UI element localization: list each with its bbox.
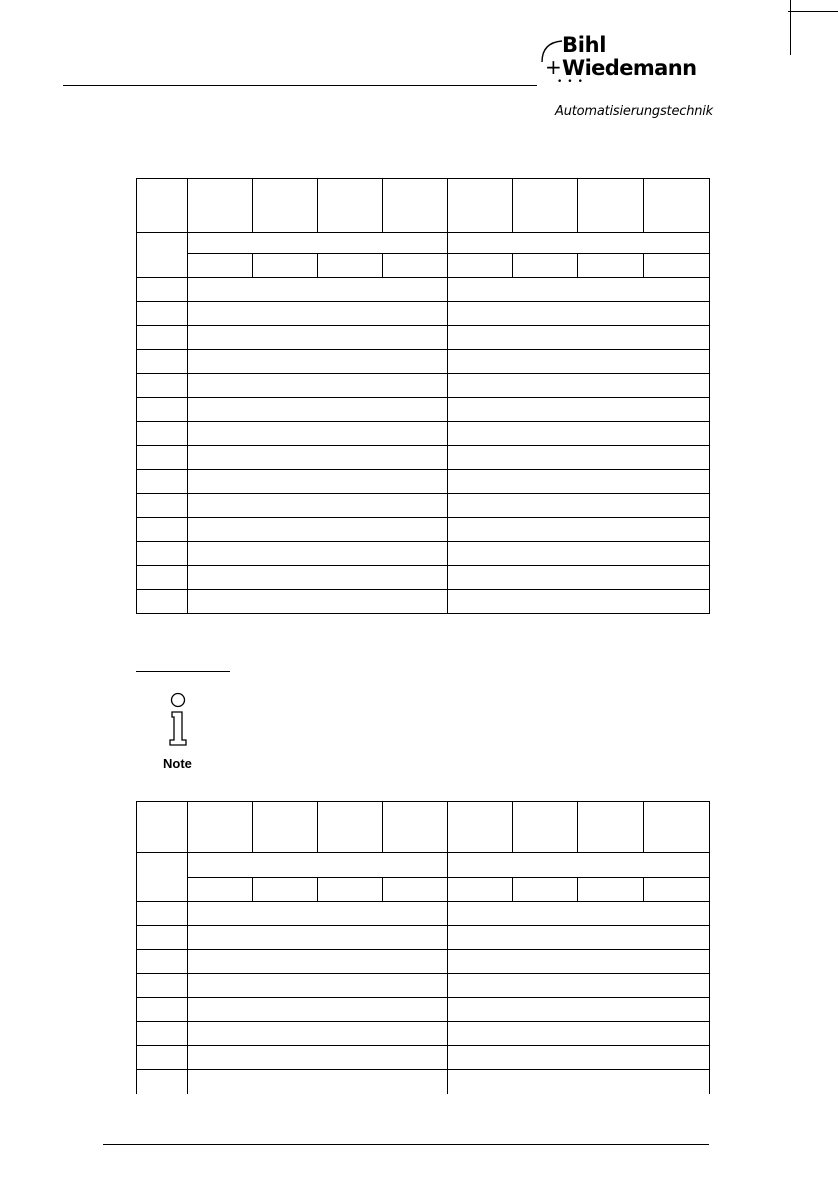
table-row	[137, 802, 710, 853]
table-row	[137, 997, 710, 1021]
table-cell	[448, 494, 710, 518]
table-cell	[318, 877, 383, 901]
table-cell	[318, 802, 383, 853]
table-row	[137, 233, 710, 254]
footer-rule	[103, 1144, 709, 1145]
table-cell	[188, 302, 448, 326]
table-row	[137, 326, 710, 350]
table-cell	[253, 802, 318, 853]
table-cell	[448, 997, 710, 1021]
table-cell	[188, 802, 253, 853]
table-cell	[513, 254, 578, 278]
table-row	[137, 1021, 710, 1045]
company-logo	[534, 30, 724, 122]
table-cell	[137, 925, 188, 949]
table-row	[137, 566, 710, 590]
table-cell	[188, 422, 448, 446]
table-cell	[137, 997, 188, 1021]
table-cell	[448, 802, 513, 853]
table-cell	[448, 326, 710, 350]
table-cell	[448, 925, 710, 949]
table-cell	[188, 350, 448, 374]
table-cell	[644, 254, 710, 278]
table-cell	[137, 302, 188, 326]
note-callout	[160, 690, 200, 772]
table-cell	[188, 518, 448, 542]
table-cell	[188, 1021, 448, 1045]
table-cell	[448, 877, 513, 901]
table-row	[137, 852, 710, 877]
table-row	[137, 374, 710, 398]
section-link-underline	[136, 671, 230, 672]
table-cell	[513, 877, 578, 901]
table-cell	[383, 802, 448, 853]
table-cell	[318, 179, 383, 233]
table-row	[137, 398, 710, 422]
info-icon	[160, 690, 200, 752]
table-cell	[137, 518, 188, 542]
table-cell	[383, 877, 448, 901]
table-cell	[188, 949, 448, 973]
table-row	[137, 877, 710, 901]
table-cell	[448, 278, 710, 302]
table-cell	[188, 566, 448, 590]
logo-bihl: Bihl	[562, 33, 607, 57]
table-cell	[188, 997, 448, 1021]
table-row	[137, 590, 710, 614]
table-cell	[253, 254, 318, 278]
table-cell	[448, 350, 710, 374]
crop-mark	[788, 11, 838, 12]
table-row	[137, 1069, 710, 1094]
table-row	[137, 494, 710, 518]
table-cell	[188, 1045, 448, 1069]
table-cell	[137, 422, 188, 446]
table-cell	[383, 179, 448, 233]
table-cell	[188, 374, 448, 398]
table-cell	[448, 542, 710, 566]
table-row	[137, 278, 710, 302]
table-row	[137, 179, 710, 233]
table-cell	[188, 494, 448, 518]
table-cell	[188, 179, 253, 233]
table-row	[137, 542, 710, 566]
table-cell	[137, 566, 188, 590]
table-cell	[137, 1045, 188, 1069]
table-cell	[448, 422, 710, 446]
table-cell	[578, 877, 644, 901]
table-cell	[448, 1021, 710, 1045]
table-cell	[188, 901, 448, 925]
table-cell	[448, 233, 710, 254]
table-cell	[188, 852, 448, 877]
table-cell	[188, 1069, 448, 1094]
table-cell	[448, 374, 710, 398]
table-cell	[644, 877, 710, 901]
logo-tagline: Automatisierungstechnik	[555, 104, 714, 119]
table-cell	[137, 350, 188, 374]
table-row	[137, 446, 710, 470]
table-cell	[137, 949, 188, 973]
table-cell	[448, 590, 710, 614]
table-cell	[137, 973, 188, 997]
table-cell	[513, 802, 578, 853]
table-cell	[137, 590, 188, 614]
table-cell	[644, 179, 710, 233]
table-cell	[188, 925, 448, 949]
table-cell	[137, 1021, 188, 1045]
table-lower	[136, 801, 710, 1094]
table-cell	[137, 326, 188, 350]
table-cell	[137, 542, 188, 566]
table-cell	[448, 470, 710, 494]
logo-wiedemann: Wiedemann	[562, 56, 697, 80]
table-cell	[448, 949, 710, 973]
logo-dots: •••	[557, 77, 588, 87]
table-cell	[644, 802, 710, 853]
table-row	[137, 302, 710, 326]
table-cell	[448, 901, 710, 925]
table-cell	[188, 973, 448, 997]
table-cell	[137, 446, 188, 470]
table-cell	[253, 877, 318, 901]
table-cell	[578, 254, 644, 278]
table-cell	[448, 852, 710, 877]
note-label: Note	[163, 756, 192, 771]
table-cell	[513, 179, 578, 233]
table-cell	[448, 518, 710, 542]
table-cell	[318, 254, 383, 278]
table-cell	[137, 802, 188, 853]
table-cell	[578, 802, 644, 853]
table-cell	[188, 446, 448, 470]
table-row	[137, 422, 710, 446]
table-cell	[448, 566, 710, 590]
table-cell	[188, 877, 253, 901]
table-cell	[137, 1069, 188, 1094]
table-cell	[578, 179, 644, 233]
table-cell	[137, 852, 188, 901]
table-cell	[448, 1045, 710, 1069]
table-row	[137, 1045, 710, 1069]
table-row	[137, 901, 710, 925]
table-cell	[448, 179, 513, 233]
table-cell	[137, 398, 188, 422]
table-row	[137, 350, 710, 374]
table-cell	[188, 470, 448, 494]
table-upper	[136, 178, 710, 614]
table-row	[137, 518, 710, 542]
table-cell	[137, 470, 188, 494]
table-row	[137, 973, 710, 997]
table-cell	[137, 233, 188, 278]
table-cell	[137, 901, 188, 925]
table-cell	[188, 590, 448, 614]
crop-mark	[790, 0, 791, 55]
table-row	[137, 470, 710, 494]
logo-plus: +	[545, 55, 562, 79]
table-cell	[137, 278, 188, 302]
table-cell	[188, 542, 448, 566]
table-row	[137, 949, 710, 973]
table-row	[137, 254, 710, 278]
table-cell	[188, 278, 448, 302]
table-cell	[137, 374, 188, 398]
header-rule	[63, 85, 537, 86]
table-row	[137, 925, 710, 949]
table-cell	[448, 254, 513, 278]
table-cell	[188, 254, 253, 278]
table-cell	[137, 179, 188, 233]
table-cell	[448, 973, 710, 997]
table-cell	[137, 494, 188, 518]
table-cell	[383, 254, 448, 278]
table-cell	[188, 326, 448, 350]
table-cell	[188, 233, 448, 254]
table-cell	[448, 1069, 710, 1094]
table-cell	[448, 446, 710, 470]
table-cell	[188, 398, 448, 422]
table-cell	[448, 398, 710, 422]
table-cell	[253, 179, 318, 233]
table-cell	[448, 302, 710, 326]
